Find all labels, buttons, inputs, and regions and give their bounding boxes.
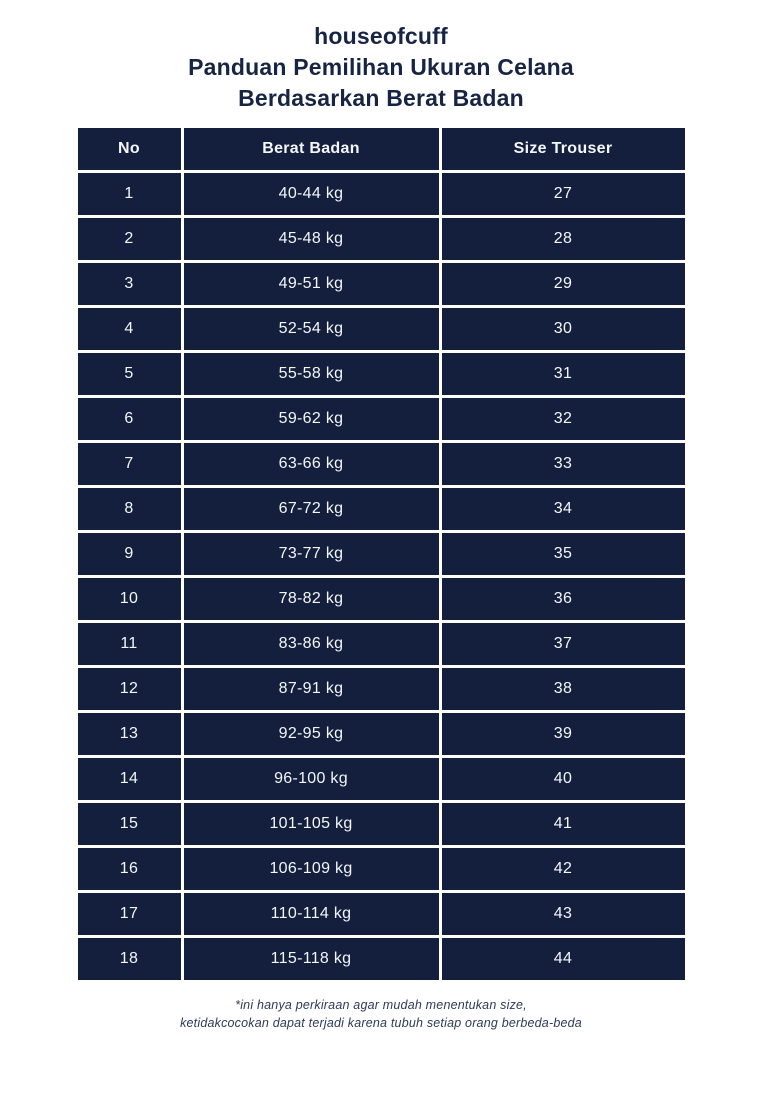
table-row xyxy=(76,172,686,217)
cell-size: 27 xyxy=(440,172,686,217)
cell-size: 35 xyxy=(440,532,686,577)
cell-size: 31 xyxy=(440,352,686,397)
cell-size: 42 xyxy=(440,847,686,892)
cell-no: 14 xyxy=(76,757,182,802)
cell-size: 38 xyxy=(440,667,686,712)
cell-no: 5 xyxy=(76,352,182,397)
cell-weight: 96-100 kg xyxy=(182,757,440,802)
cell-weight: 92-95 kg xyxy=(182,712,440,757)
cell-no: 6 xyxy=(76,397,182,442)
page-title xyxy=(0,0,762,114)
cell-weight: 83-86 kg xyxy=(182,622,440,667)
cell-no: 18 xyxy=(76,937,182,982)
table-row xyxy=(76,667,686,712)
table-row xyxy=(76,577,686,622)
table-row xyxy=(76,712,686,757)
cell-no: 4 xyxy=(76,307,182,352)
cell-no: 8 xyxy=(76,487,182,532)
cell-weight: 49-51 kg xyxy=(182,262,440,307)
brand-title: houseofcuff xyxy=(314,23,448,49)
cell-no: 15 xyxy=(76,802,182,847)
cell-no: 17 xyxy=(76,892,182,937)
table-header-row xyxy=(76,127,686,172)
cell-size: 29 xyxy=(440,262,686,307)
table-row xyxy=(76,217,686,262)
page-title-line-2: Panduan Pemilihan Ukuran Celana xyxy=(188,54,574,80)
table-row xyxy=(76,937,686,982)
header-cell-size: Size Trouser xyxy=(440,127,686,172)
footnote xyxy=(0,996,762,1032)
cell-size: 33 xyxy=(440,442,686,487)
cell-weight: 67-72 kg xyxy=(182,487,440,532)
table-body xyxy=(76,172,686,982)
cell-size: 36 xyxy=(440,577,686,622)
table-row xyxy=(76,847,686,892)
cell-size: 37 xyxy=(440,622,686,667)
cell-size: 32 xyxy=(440,397,686,442)
cell-weight: 73-77 kg xyxy=(182,532,440,577)
cell-no: 9 xyxy=(76,532,182,577)
cell-weight: 45-48 kg xyxy=(182,217,440,262)
table-row xyxy=(76,757,686,802)
table-row xyxy=(76,262,686,307)
cell-weight: 87-91 kg xyxy=(182,667,440,712)
table-row xyxy=(76,397,686,442)
header-cell-no: No xyxy=(76,127,182,172)
header-cell-weight: Berat Badan xyxy=(182,127,440,172)
cell-no: 13 xyxy=(76,712,182,757)
cell-size: 40 xyxy=(440,757,686,802)
cell-weight: 63-66 kg xyxy=(182,442,440,487)
footnote-line-1: *ini hanya perkiraan agar mudah menentukan size, xyxy=(235,998,527,1012)
cell-size: 43 xyxy=(440,892,686,937)
table-row xyxy=(76,532,686,577)
cell-no: 1 xyxy=(76,172,182,217)
cell-no: 12 xyxy=(76,667,182,712)
table-row xyxy=(76,802,686,847)
table-row xyxy=(76,487,686,532)
cell-weight: 52-54 kg xyxy=(182,307,440,352)
table-row xyxy=(76,442,686,487)
cell-no: 7 xyxy=(76,442,182,487)
table-row xyxy=(76,352,686,397)
cell-size: 41 xyxy=(440,802,686,847)
cell-size: 39 xyxy=(440,712,686,757)
cell-weight: 106-109 kg xyxy=(182,847,440,892)
page-title-line-3: Berdasarkan Berat Badan xyxy=(238,85,524,111)
cell-no: 3 xyxy=(76,262,182,307)
cell-weight: 115-118 kg xyxy=(182,937,440,982)
cell-no: 16 xyxy=(76,847,182,892)
table-row xyxy=(76,307,686,352)
table-row xyxy=(76,622,686,667)
cell-weight: 55-58 kg xyxy=(182,352,440,397)
cell-no: 10 xyxy=(76,577,182,622)
footnote-line-2: ketidakcocokan dapat terjadi karena tubuh setiap orang berbeda-beda xyxy=(180,1016,582,1030)
cell-size: 34 xyxy=(440,487,686,532)
cell-weight: 78-82 kg xyxy=(182,577,440,622)
cell-no: 11 xyxy=(76,622,182,667)
cell-no: 2 xyxy=(76,217,182,262)
cell-weight: 40-44 kg xyxy=(182,172,440,217)
cell-weight: 110-114 kg xyxy=(182,892,440,937)
size-table xyxy=(75,125,688,983)
cell-weight: 59-62 kg xyxy=(182,397,440,442)
table-row xyxy=(76,892,686,937)
cell-size: 44 xyxy=(440,937,686,982)
cell-size: 30 xyxy=(440,307,686,352)
cell-weight: 101-105 kg xyxy=(182,802,440,847)
cell-size: 28 xyxy=(440,217,686,262)
